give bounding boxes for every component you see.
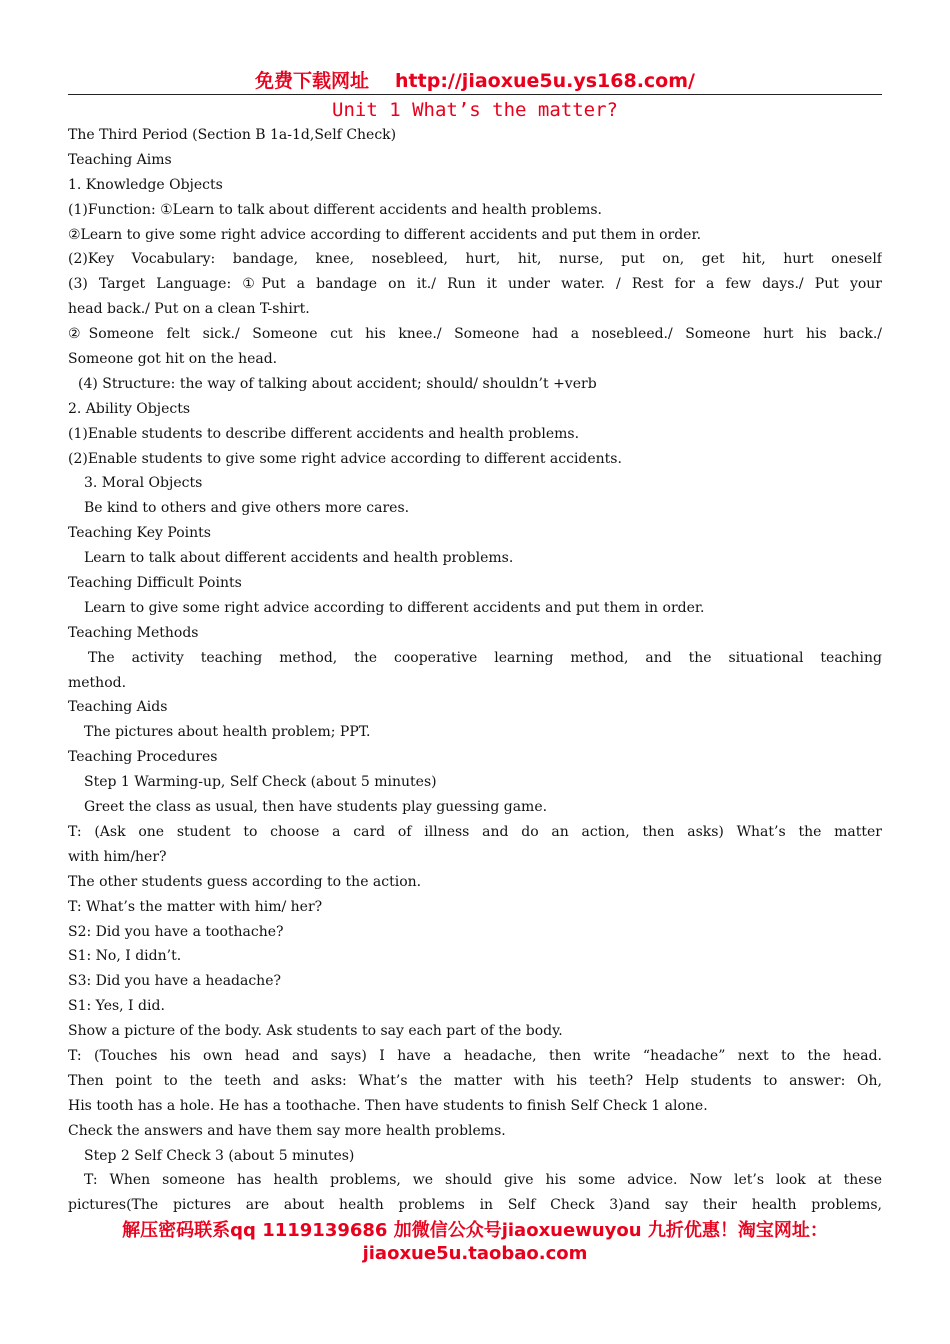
text-line: Teaching Procedures — [68, 749, 218, 766]
page-header — [68, 66, 882, 94]
text-line: The pictures about health problem; PPT. — [84, 724, 371, 741]
text-line: S1: Yes, I did. — [68, 998, 165, 1015]
document-body — [68, 123, 882, 1218]
text-line: (2)Enable students to give some right advice according to different accidents. — [68, 450, 622, 467]
text-line: Teaching Methods — [68, 624, 199, 641]
text-line: Learn to talk about different accidents and health problems. — [84, 550, 514, 567]
text-line: ②Someone felt sick./ Someone cut his knee./ Someone had a nosebleed./ Someone hurt his back./ — [68, 326, 882, 343]
text-line: (1)Enable students to describe different accidents and health problems. — [68, 425, 580, 442]
text-line: with him/her? — [68, 848, 167, 865]
page-footer — [68, 1219, 882, 1265]
text-line: Show a picture of the body. Ask students to say each part of the body. — [68, 1023, 563, 1040]
text-line: Step 1 Warming-up, Self Check (about 5 minutes) — [84, 774, 437, 791]
text-line: Greet the class as usual, then have students play guessing game. — [84, 799, 548, 816]
text-line: His tooth has a hole. He has a toothache. Then have students to finish Self Check 1 alone. — [68, 1097, 708, 1114]
text-line: 2. Ability Objects — [68, 400, 191, 417]
text-line: ②Learn to give some right advice according to different accidents and put them in order. — [68, 226, 702, 243]
text-line: T: (Touches his own head and says) I have a headache, then write “headache” next to the head. — [68, 1047, 882, 1064]
text-line: (4) Structure: the way of talking about accident; should/ shouldn’t +verb — [78, 375, 597, 392]
text-line: S1: No, I didn’t. — [68, 948, 182, 965]
text-line: Teaching Difficult Points — [68, 575, 242, 592]
text-line: (2)Key Vocabulary: bandage, knee, nosebleed, hurt, hit, nurse, put on, get hit, hurt oneself — [68, 251, 882, 268]
footer-line-1: 解压密码联系qq 1119139686 加微信公众号jiaoxuewuyou 九折优惠！淘宝网址： — [122, 1220, 828, 1241]
text-line: (1)Function: ①Learn to talk about different accidents and health problems. — [68, 201, 602, 218]
text-line: Someone got hit on the head. — [68, 351, 278, 368]
text-line: method. — [68, 674, 127, 691]
footer-line-2[interactable]: jiaoxue5u.taobao.com — [362, 1243, 588, 1264]
document-title: Unit 1 What’s the matter? — [332, 99, 618, 121]
text-line: head back./ Put on a clean T-shirt. — [68, 301, 310, 318]
text-line: The activity teaching method, the cooperative learning method, and the situational teaching — [88, 649, 882, 666]
text-line: 1. Knowledge Objects — [68, 176, 223, 193]
header-site-label: 免费下载网址 — [255, 70, 370, 92]
text-line: Learn to give some right advice according to different accidents and put them in order. — [84, 599, 705, 616]
text-line: pictures(The pictures are about health problems in Self Check 3)and say their health problems, — [68, 1197, 882, 1214]
text-line: Then point to the teeth and asks: What’s the matter with his teeth? Help students to answer: Oh, — [68, 1072, 882, 1089]
text-line: Teaching Aids — [68, 699, 168, 716]
text-line: Be kind to others and give others more cares. — [84, 500, 410, 517]
text-line: Step 2 Self Check 3 (about 5 minutes) — [84, 1147, 355, 1164]
text-line: Teaching Key Points — [68, 525, 211, 542]
text-line: S2: Did you have a toothache? — [68, 923, 284, 940]
text-line: Check the answers and have them say more health problems. — [68, 1122, 506, 1139]
text-line: S3: Did you have a headache? — [68, 973, 281, 990]
text-line: 3. Moral Objects — [84, 475, 203, 492]
text-line: T: (Ask one student to choose a card of illness and do an action, then asks) What’s the matter — [68, 823, 882, 840]
header-rule — [68, 94, 882, 95]
text-line: (3) Target Language: ①Put a bandage on it./ Run it under water. / Rest for a few days./ Put your — [68, 276, 882, 293]
text-line: T: When someone has health problems, we should give his some advice. Now let’s look at these — [84, 1172, 882, 1189]
text-line: T: What’s the matter with him/ her? — [68, 898, 323, 915]
header-site-url[interactable]: http://jiaoxue5u.ys168.com/ — [395, 70, 695, 92]
text-line: The other students guess according to the action. — [68, 873, 422, 890]
text-line: Teaching Aims — [68, 151, 172, 168]
text-line: The Third Period (Section B 1a-1d,Self Check) — [68, 127, 397, 143]
